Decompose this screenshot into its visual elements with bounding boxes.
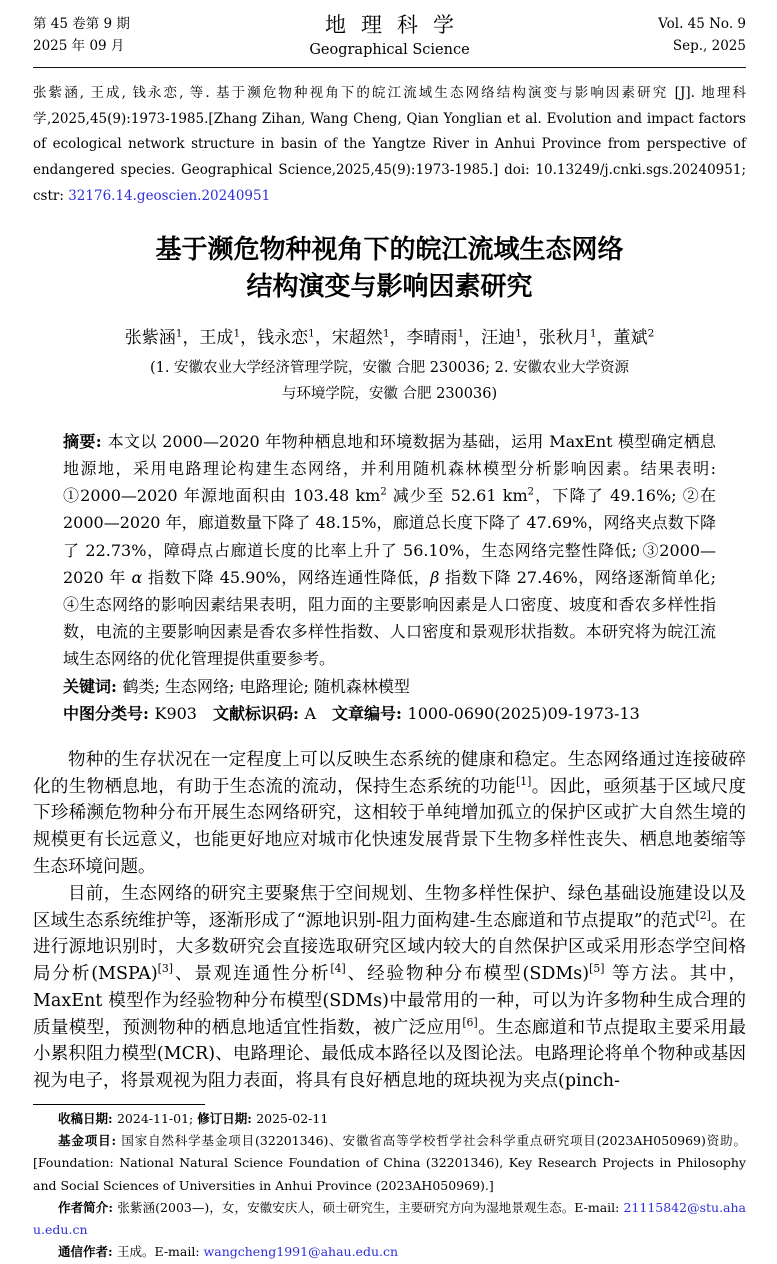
footnote-divider — [33, 1104, 205, 1105]
affiliation-line1: (1. 安徽农业大学经济管理学院，安徽 合肥 230036; 2. 安徽农业大学资源 — [149, 360, 630, 377]
issue-date-en: Sep., 2025 — [672, 38, 746, 55]
article-body — [33, 747, 746, 1095]
body-paragraph-1: 物种的生存状况在一定程度上可以反映生态系统的健康和稳定。生态网络通过连接破碎化的生物栖息地，有助于生态流的流动，保持生态系统的功能[1]。因此，亟须基于区域尺度下珍稀濒危物种分布开展生态网络研究，这相较于单纯增加孤立的保护区或扩大自然生境的规模更有长远意义，也能更好地应对城市化快速发展背景下生物多样性丧失、栖息地萎缩等生态环境问题。 — [33, 749, 747, 878]
first-author-email-link[interactable]: 21115842@stu.ahau.edu.cn — [33, 1199, 747, 1238]
masthead-left — [33, 13, 203, 58]
citation-block: 张紫涵, 王成, 钱永恋, 等. 基于濒危物种视角下的皖江流域生态网络结构演变与影响因素研究 [J]. 地理科学,2025,45(9):1973-1985.[Zhang Zihan, Wang Cheng, Qian Yonglian et al. Evolution and impact factors of ecological network structure in basin of the Yangtze River in Anhui Province from perspective of endangered species. Geographical Science,2025,45(9):1973-1985.] doi: 10.13249/j.cnki.sgs.20240951; cstr: 32176.14.geoscien.20240951 — [33, 85, 746, 204]
article-title-line2: 结构演变与影响因素研究 — [246, 272, 533, 303]
classification-line: 中图分类号: K903 文献标识码: A 文章编号: 1000-0690(2025)09-1973-13 — [63, 703, 640, 723]
journal-masthead — [33, 13, 746, 58]
footnote-foundation: 基金项目: 国家自然科学基金项目(32201346)、安徽省高等学校哲学社会科学重点研究项目(2023AH050969)资助。[Foundation: National Natural Science Foundation of China (32201346), Key Research Projects in Philosophy and Social Sciences of Universities in Anhui Province (2023AH050969).] — [33, 1133, 747, 1193]
article-title-line1: 基于濒危物种视角下的皖江流域生态网络 — [155, 235, 624, 266]
abstract-paragraph: 摘要: 本文以 2000—2020 年物种栖息地和环境数据为基础，运用 MaxEnt 模型确定栖息地源地，采用电路理论构建生态网络，并利用随机森林模型分析影响因素。结果表明: ①2000—2020 年源地面积由 103.48 $km^2$ 减少至 52.61 $km^2$，下降了 49.16%; ②在 2000—2020 年，廊道数量下降了 48.15%，廊道总长度下降了 47.69%，网络夹点数下降了 22.73%，障碍点占廊道长度的比率上升了 56.10%，生态网络完整性降低; ③2000—2020 年 α 指数下降 45.90%，网络连通性降低，β 指数下降 27.46%，网络逐渐简单化; ④生态网络的影响因素结果表明，阻力面的主要影响因素是人口密度、坡度和香农多样性指数，电流的主要影响因素是香农多样性指数、人口密度和景观形状指数。本研究将为皖江流域生态网络的优化管理提供重要参考。 — [63, 431, 716, 669]
issue-number-en: Vol. 45 No. 9 — [658, 16, 746, 32]
masthead-center — [203, 13, 576, 58]
footnote-received-dates: 收稿日期: 2024-11-01; 修订日期: 2025-02-11 — [58, 1110, 329, 1126]
issue-date-cn: 2025 年 09 月 — [33, 38, 125, 55]
cstr-link[interactable]: 32176.14.geoscien.20240951 — [68, 187, 271, 204]
footnote-author-bio: 作者简介: 张紫涵(2003—)，女，安徽安庆人，硕士研究生，主要研究方向为湿地景观生态。E-mail: 21115842@stu.ahau.edu.cn — [33, 1199, 747, 1238]
masthead-right — [576, 13, 746, 58]
authors-line: 张紫涵$^1$，王成$^1$，钱永恋$^1$，宋超然$^1$，李晴雨$^1$，汪迪$^1$，张秋月$^1$，董斌$^2$ — [124, 327, 655, 349]
body-paragraph-2: 目前，生态网络的研究主要聚焦于空间规划、生物多样性保护、绿色基础设施建设以及区域生态系统维护等，逐渐形成了“源地识别-阻力面构建-生态廊道和节点提取”的范式[2]。在进行源地识别时，大多数研究会直接选取研究区域内较大的自然保护区或采用形态学空间格局分析(MSPA)[3]、景观连通性分析[4]、经验物种分布模型(SDMs)[5] 等方法。其中，MaxEnt 模型作为经验物种分布模型(SDMs)中最常用的一种，可以为许多物种生成合理的质量模型，预测物种的栖息地适宜性指数，被广泛应用[6]。生态廊道和节点提取主要采用最小累积阻力模型(MCR)、电路理论、最低成本路径以及图论法。电路理论将单个物种或基因视为电子，将景观视为阻力表面，将具有良好栖息地的斑块视为夹点(pinch- — [33, 883, 747, 1092]
corresponding-author-email-link[interactable]: wangcheng1991@ahau.edu.cn — [203, 1244, 399, 1260]
article-title — [33, 232, 746, 306]
journal-title-en: Geographical Science — [309, 42, 470, 59]
issue-number-cn: 第 45 卷第 9 期 — [33, 16, 130, 32]
affiliations — [33, 356, 746, 408]
journal-title-cn: 地理科学 — [325, 13, 469, 37]
footnote-block — [33, 1104, 746, 1264]
affiliation-line2: 与环境学院，安徽 合肥 230036) — [281, 386, 498, 403]
abstract-block — [63, 428, 716, 727]
footnote-corresponding-author: 通信作者: 王成。E-mail: wangcheng1991@ahau.edu.cn — [58, 1244, 399, 1260]
keywords-line: 关键词: 鹤类; 生态网络; 电路理论; 随机森林模型 — [63, 676, 410, 696]
masthead-divider — [33, 67, 746, 68]
